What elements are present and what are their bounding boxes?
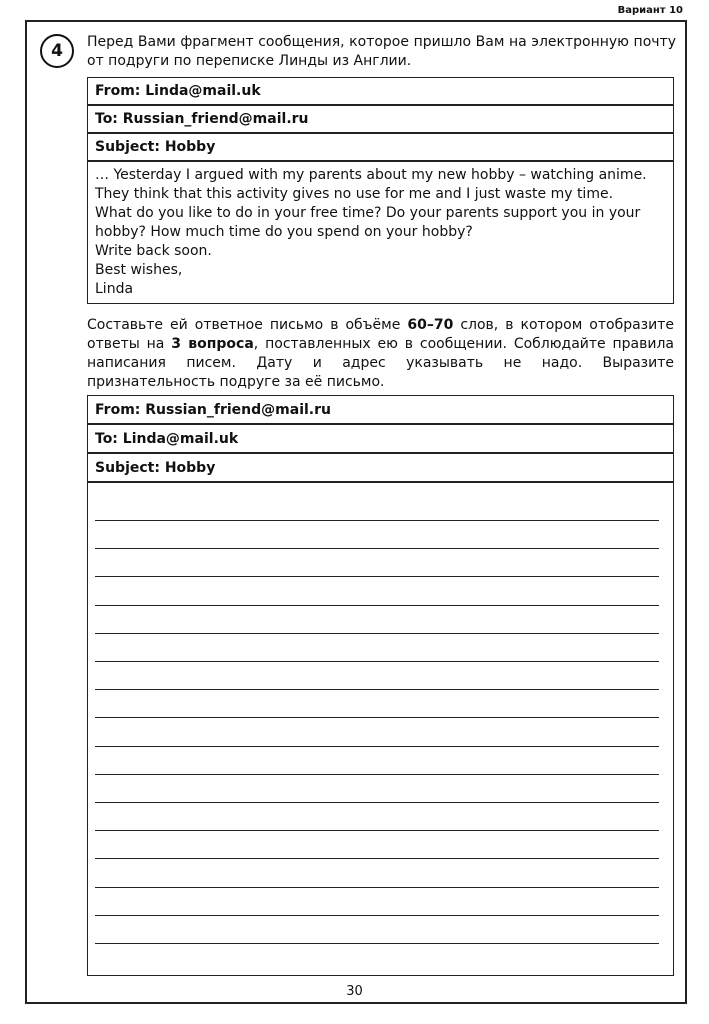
email-body-line: … Yesterday I argued with my parents about my new hobby – watching anime. xyxy=(95,167,647,183)
email-body-line: Write back soon. xyxy=(95,243,212,259)
answer-line[interactable] xyxy=(95,943,659,944)
answer-line[interactable] xyxy=(95,717,659,718)
incoming-to-row: To: Russian_friend@mail.ru xyxy=(88,106,673,134)
questions-requirement: 3 вопроса xyxy=(171,336,254,352)
answer-writing-area[interactable] xyxy=(95,512,659,975)
email-body-line: Best wishes, xyxy=(95,262,183,278)
email-body-line: They think that this activity gives no use for me and I just waste my time. xyxy=(95,186,614,202)
answer-line[interactable] xyxy=(95,605,659,606)
email-body-line: Linda xyxy=(95,281,134,297)
reply-email-box xyxy=(87,395,674,976)
answer-line[interactable] xyxy=(95,774,659,775)
incoming-email-body xyxy=(88,162,673,299)
incoming-subject-row: Subject: Hobby xyxy=(88,134,673,162)
page-number: 30 xyxy=(346,984,363,999)
task-instruction xyxy=(87,316,674,392)
answer-line[interactable] xyxy=(95,576,659,577)
answer-line[interactable] xyxy=(95,633,659,634)
answer-line[interactable] xyxy=(95,915,659,916)
email-body-line: hobby? How much time do you spend on your hobby? xyxy=(95,224,473,240)
answer-line[interactable] xyxy=(95,887,659,888)
answer-line[interactable] xyxy=(95,858,659,859)
task-number-badge: 4 xyxy=(40,34,74,68)
answer-line[interactable] xyxy=(95,746,659,747)
word-count-requirement: 60–70 xyxy=(407,317,454,333)
task-intro: Перед Вами фрагмент сообщения, которое пришло Вам на электронную почту от подруги по переписке Линды из Англии. xyxy=(87,34,676,69)
instruction-text: , поставленных ею в сообщении. Соблюдайте правила написания писем. Дату и адрес указывать не надо. Выразите признательность подруге за её письмо. xyxy=(87,336,674,390)
reply-from-row: From: Russian_friend@mail.ru xyxy=(88,396,673,425)
reply-subject-row: Subject: Hobby xyxy=(88,454,673,483)
email-body-line: What do you like to do in your free time? Do your parents support you in your xyxy=(95,205,641,221)
answer-line[interactable] xyxy=(95,548,659,549)
answer-line[interactable] xyxy=(95,689,659,690)
instruction-text: слов, в котором отобразите ответы на xyxy=(87,317,674,352)
instruction-text: Составьте ей ответное письмо в объёме xyxy=(87,317,408,333)
answer-line[interactable] xyxy=(95,661,659,662)
incoming-from-row: From: Linda@mail.uk xyxy=(88,78,673,106)
answer-line[interactable] xyxy=(95,830,659,831)
answer-line[interactable] xyxy=(95,802,659,803)
variant-label: Вариант 10 xyxy=(617,5,683,16)
reply-to-row: To: Linda@mail.uk xyxy=(88,425,673,454)
incoming-email-box xyxy=(87,77,674,304)
answer-line[interactable] xyxy=(95,520,659,521)
